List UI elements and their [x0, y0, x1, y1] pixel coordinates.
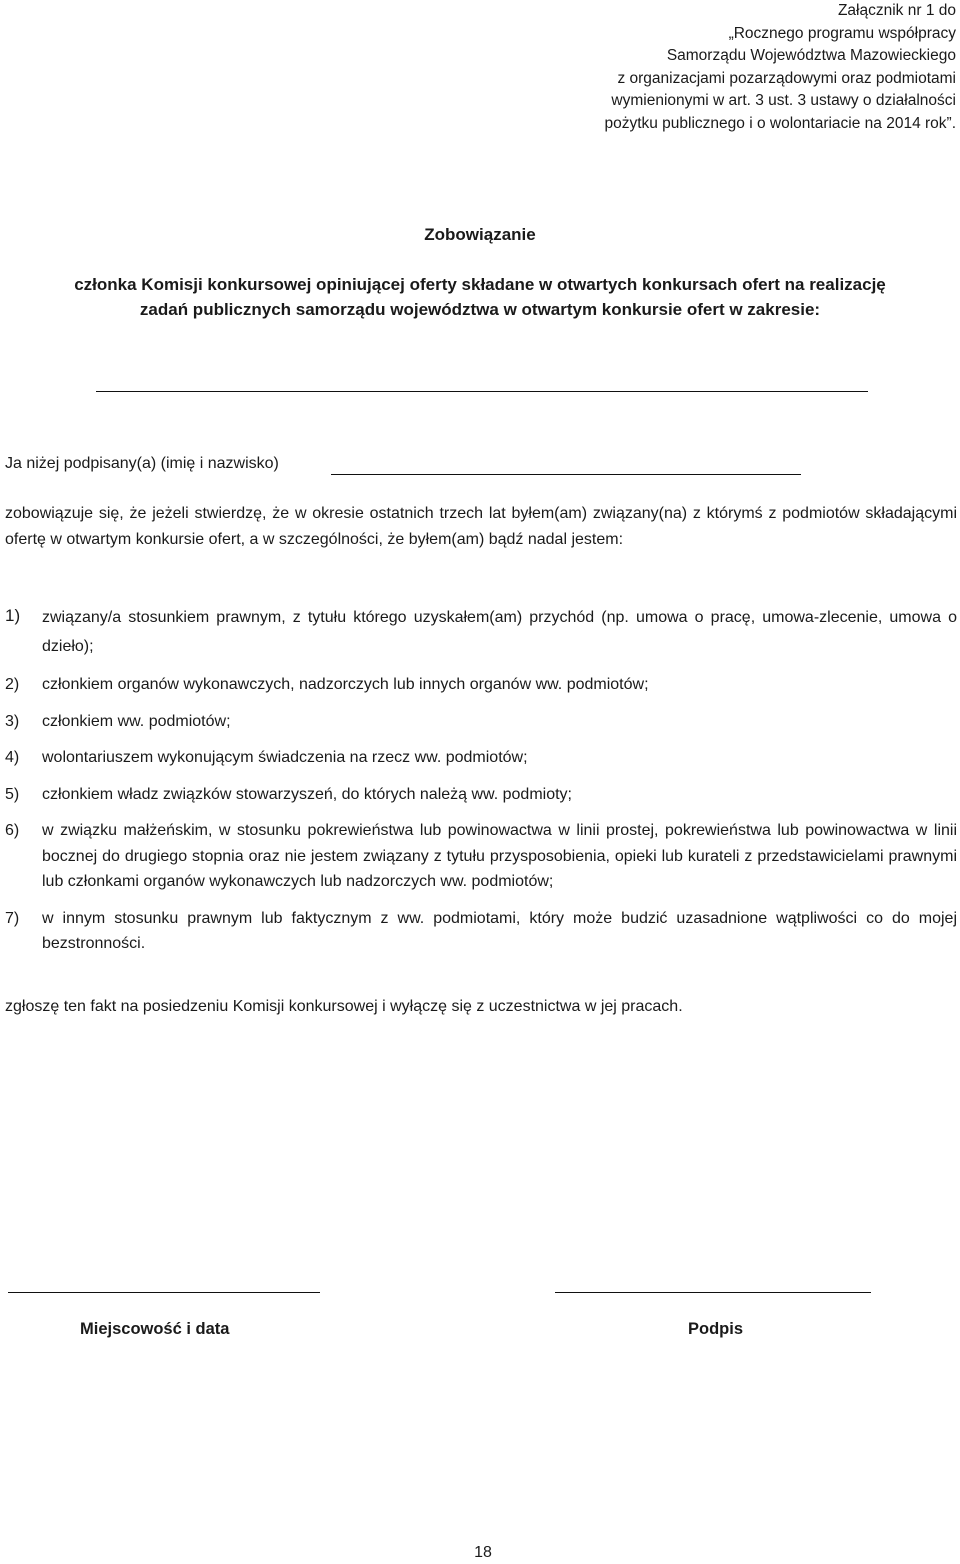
place-date-blank-line[interactable]	[8, 1292, 320, 1293]
list-item-text: członkiem władz związków stowarzyszeń, do których należą ww. podmioty;	[42, 785, 572, 803]
scope-blank-line[interactable]	[96, 391, 868, 392]
document-title: Zobowiązanie	[424, 225, 536, 244]
list-item	[5, 603, 957, 661]
signature-label: Podpis	[688, 1320, 744, 1338]
signature-blank-line[interactable]	[555, 1292, 871, 1293]
list-item	[5, 782, 957, 808]
list-item	[5, 745, 957, 771]
annex-line: wymienionymi w art. 3 ust. 3 ustawy o działalności	[611, 92, 956, 110]
list-item-number: 5)	[5, 785, 20, 803]
annex-line: z organizacjami pozarządowymi oraz podmiotami	[617, 69, 956, 87]
list-item-text: w innym stosunku prawnym lub faktycznym z ww. podmiotami, który może budzić uzasadnione wątpliwości co do mojej bezstronności.	[42, 909, 957, 952]
list-item-number: 4)	[5, 749, 20, 766]
list-item-number: 1)	[5, 606, 21, 625]
page-number: 18	[474, 1544, 492, 1561]
list-item-text: w związku małżeńskim, w stosunku pokrewieństwa lub powinowactwa w linii prostej, pokrewieństwa lub powinowactwa w linii bocznej do drugiego stopnia oraz nie jestem związany z tytułu przysposobienia, opieki lub kurateli z przedstawicielami prawnymi lub członkami organów wykonawczych lub nadzorczych ww. podmiotów;	[42, 822, 957, 890]
name-blank-line[interactable]	[331, 474, 801, 475]
list-item-number: 3)	[5, 712, 20, 730]
list-item-number: 2)	[5, 676, 20, 693]
subtitle-line: członka Komisji konkursowej opiniującej oferty składane w otwartych konkursach ofert na realizację	[74, 275, 886, 294]
place-date-label: Miejscowość i data	[80, 1320, 230, 1338]
list-item-number: 6)	[5, 822, 20, 839]
list-item-number: 7)	[5, 909, 20, 927]
list-item-text: członkiem ww. podmiotów;	[42, 712, 231, 730]
subtitle-line: zadań publicznych samorządu województwa w otwartym konkursie ofert w zakresie:	[139, 300, 821, 319]
list-item-text: wolontariuszem wykonującym świadczenia na rzecz ww. podmiotów;	[42, 749, 528, 766]
list-item-text: członkiem organów wykonawczych, nadzorczych lub innych organów ww. podmiotów;	[42, 676, 649, 693]
list-item	[5, 709, 957, 735]
document-subtitle	[0, 272, 960, 322]
conditions-list	[5, 603, 957, 968]
annex-line: pożytku publicznego i o wolontariacie na 2014 rok”.	[604, 114, 956, 132]
list-item-text: związany/a stosunkiem prawnym, z tytułu którego uzyskałem(am) przychód (np. umowa o pracę, umowa-zlecenie, umowa o dzieło);	[42, 609, 957, 655]
annex-line: „Rocznego programu współpracy	[728, 24, 956, 42]
annex-line: Samorządu Województwa Mazowieckiego	[666, 47, 956, 65]
annex-header	[436, 0, 956, 136]
intro-paragraph: zobowiązuje się, że jeżeli stwierdzę, że w okresie ostatnich trzech lat byłem(am) związany(na) z którymś z podmiotów składającymi ofertę w otwartym konkursie ofert, a w szczególności, że byłem(am) bądź nadal jestem:	[5, 505, 957, 548]
annex-line: Załącznik nr 1 do	[837, 2, 956, 19]
list-item	[5, 672, 957, 698]
name-label: Ja niżej podpisany(a) (imię i nazwisko)	[5, 455, 279, 472]
outro-paragraph: zgłoszę ten fakt na posiedzeniu Komisji konkursowej i wyłączę się z uczestnictwa w jej pracach.	[5, 998, 683, 1015]
list-item	[5, 818, 957, 895]
list-item	[5, 906, 957, 957]
